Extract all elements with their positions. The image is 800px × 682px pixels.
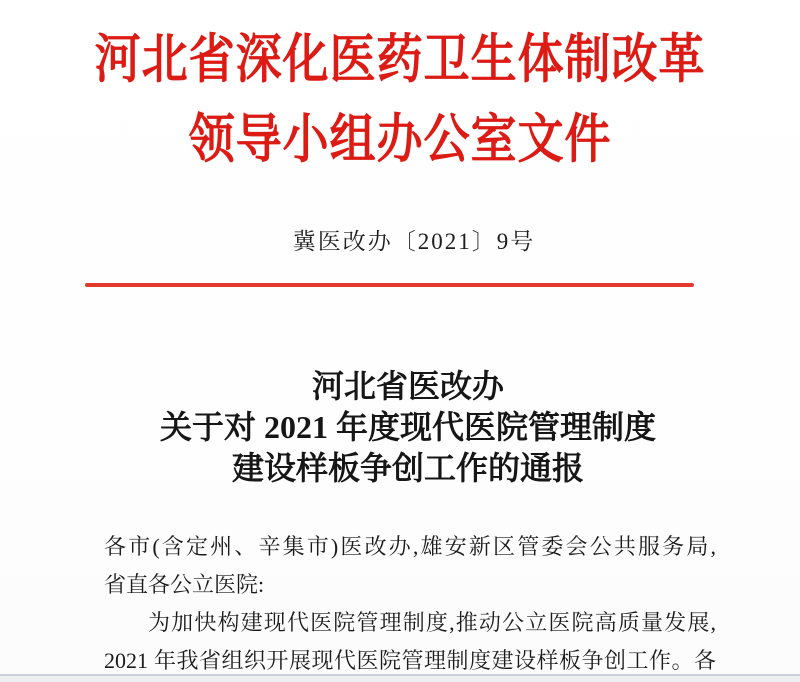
photo-bottom-edge — [0, 674, 800, 682]
document-body — [104, 528, 716, 680]
document-number: 冀医改办〔2021〕9号 — [292, 229, 536, 254]
body-salutation-line-2: 省直各公立医院: — [104, 572, 265, 597]
body-paragraph-line-2: 2021 年我省组织开展现代医院管理制度建设样板争创工作。各 — [104, 648, 716, 673]
title-line-3: 建设样板争创工作的通报 — [231, 450, 584, 486]
red-divider-line — [85, 283, 694, 287]
letterhead-line-1: 河北省深化医药卫生体制改革 — [94, 31, 706, 89]
title-line-2: 关于对 2021 年度现代医院管理制度 — [159, 409, 656, 445]
document-title — [16, 366, 800, 489]
letterhead — [0, 20, 800, 180]
body-paragraph-line-1: 为加快构建现代医院管理制度,推动公立医院高质量发展, — [148, 610, 716, 635]
letterhead-line-2: 领导小组办公室文件 — [188, 111, 612, 169]
title-line-1: 河北省医改办 — [311, 368, 504, 404]
body-salutation-line-1: 各市(含定州、辛集市)医改办,雄安新区管委会公共服务局, — [104, 534, 716, 559]
